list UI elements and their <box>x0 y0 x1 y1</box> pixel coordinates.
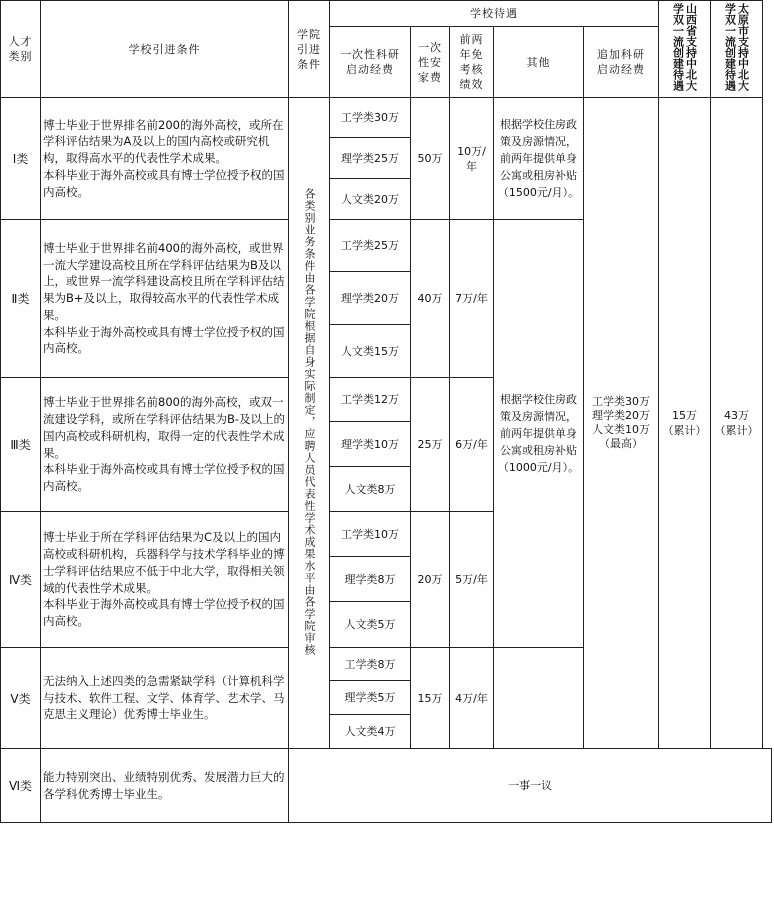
fund-cell: 理学类8万 <box>330 557 411 602</box>
header-requirements: 学校引进条件 <box>41 1 289 98</box>
header-other: 其他 <box>494 27 584 98</box>
category-cell: Ⅰ类 <box>1 98 41 220</box>
fund-cell: 人文类15万 <box>330 325 411 378</box>
fund-cell: 工学类10万 <box>330 512 411 557</box>
requirements-cell: 能力特别突出、业绩特别优秀、发展潜力巨大的各学科优秀博士毕业生。 <box>41 749 289 823</box>
table-row <box>1 98 772 138</box>
requirements-cell: 博士毕业于世界排名前400的海外高校，或世界一流大学建设高校且所在学科评估结果为B及以上，或世界一流学科建设高校且所在学科评估结果为B+及以上，取得较高水平的代表性学术成果。 本科毕业于海外高校或具有博士学位授予权的国内高校。 <box>41 220 289 378</box>
settle-cell: 40万 <box>411 220 450 378</box>
fund-cell: 理学类10万 <box>330 422 411 467</box>
exemption-cell: 4万/年 <box>450 648 494 749</box>
header-shanxi: 山西省支持中北大学双一流创建待遇 <box>659 1 711 98</box>
additional-fund-cell: 工学类30万 理学类20万 人文类10万 （最高） <box>584 98 659 749</box>
category-cell: Ⅲ类 <box>1 378 41 512</box>
exemption-cell: 10万/年 <box>450 98 494 220</box>
case-by-case-cell: 一事一议 <box>289 749 772 823</box>
fund-cell: 理学类25万 <box>330 138 411 179</box>
header-college-condition: 学院引进条件 <box>289 1 330 98</box>
requirements-cell: 博士毕业于所在学科评估结果为C及以上的国内高校或科研机构，兵器科学与技术学科毕业的博士学科评估结果应不低于中北大学，取得相关领域的代表性学术成果。 本科毕业于海外高校或具有博士学位授予权的国内高校。 <box>41 512 289 648</box>
fund-cell: 工学类30万 <box>330 98 411 138</box>
taiyuan-amount-cell: 43万 （累计） <box>711 98 763 749</box>
shanxi-amount-cell: 15万 （累计） <box>659 98 711 749</box>
header-category: 人才类别 <box>1 1 41 98</box>
fund-cell: 工学类12万 <box>330 378 411 422</box>
category-cell: Ⅳ类 <box>1 512 41 648</box>
requirements-cell: 博士毕业于世界排名前800的海外高校，或双一流建设学科，或所在学科评估结果为B-及以上的国内高校或科研机构，取得一定的代表性学术成果。 本科毕业于海外高校或具有博士学位授予权的国内高校。 <box>41 378 289 512</box>
settle-cell: 20万 <box>411 512 450 648</box>
fund-cell: 工学类8万 <box>330 648 411 681</box>
header-settle-fee: 一次性安家费 <box>411 27 450 98</box>
header-school-treatment: 学校待遇 <box>330 1 659 27</box>
category-cell: Ⅵ类 <box>1 749 41 823</box>
fund-cell: 人文类20万 <box>330 179 411 220</box>
fund-cell: 人文类5万 <box>330 602 411 648</box>
requirements-cell: 博士毕业于世界排名前200的海外高校，或所在学科评估结果为A及以上的国内高校或研究机构，取得高水平的代表性学术成果。 本科毕业于海外高校或具有博士学位授予权的国内高校。 <box>41 98 289 220</box>
exemption-cell: 6万/年 <box>450 378 494 512</box>
settle-cell: 50万 <box>411 98 450 220</box>
fund-cell: 人文类4万 <box>330 715 411 749</box>
exemption-cell: 7万/年 <box>450 220 494 378</box>
exemption-cell: 5万/年 <box>450 512 494 648</box>
fund-cell: 理学类20万 <box>330 272 411 325</box>
settle-cell: 15万 <box>411 648 450 749</box>
header-taiyuan: 太原市支持中北大学双一流创建待遇 <box>711 1 763 98</box>
table-row <box>1 749 772 823</box>
header-additional-fund: 追加科研启动经费 <box>584 27 659 98</box>
header-exemption: 前两年免考核绩效 <box>450 27 494 98</box>
fund-cell: 工学类25万 <box>330 220 411 272</box>
fund-cell: 人文类8万 <box>330 467 411 512</box>
other-housing-cell: 根据学校住房政策及房源情况，前两年提供单身公寓或租房补贴 （1000元/月）。 <box>494 220 584 648</box>
college-condition-cell: 各类别业务条件由各学院根据自身实际制定，应聘人员代表性学术成果水平由各学院审核 <box>289 98 330 749</box>
category-cell: Ⅴ类 <box>1 648 41 749</box>
category-cell: Ⅱ类 <box>1 220 41 378</box>
other-housing-cell: 根据学校住房政策及房源情况，前两年提供单身公寓或租房补贴 （1500元/月）。 <box>494 98 584 220</box>
fund-cell: 理学类5万 <box>330 681 411 715</box>
requirements-cell: 无法纳入上述四类的急需紧缺学科（计算机科学与技术、软件工程、文学、体育学、艺术学、马克思主义理论）优秀博士毕业生。 <box>41 648 289 749</box>
settle-cell: 25万 <box>411 378 450 512</box>
header-startup-fund: 一次性科研启动经费 <box>330 27 411 98</box>
